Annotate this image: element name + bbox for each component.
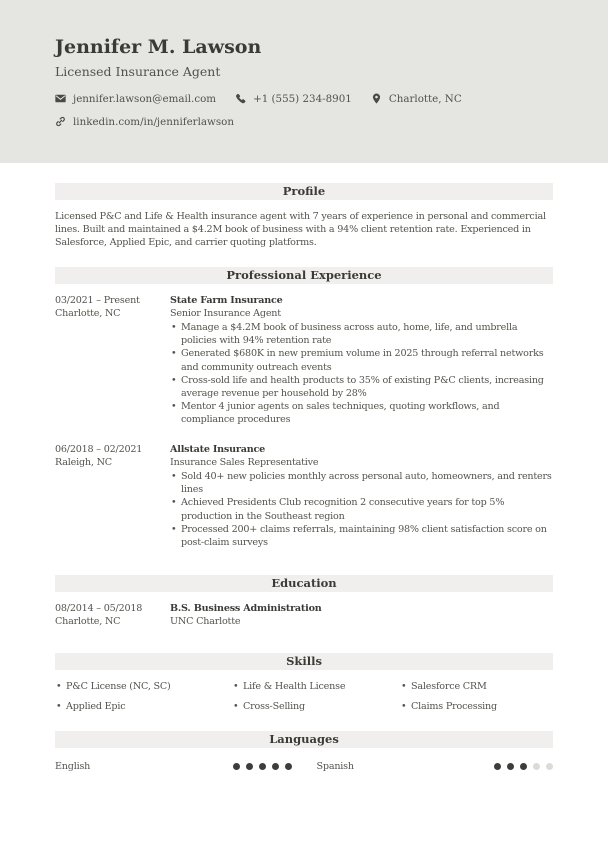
experience-bullet-list [170,321,553,427]
skill-item: • Applied Epic [55,700,232,713]
skill-item: • Claims Processing [400,700,553,713]
contact-linkedin-text: linkedin.com/in/jenniferlawson [73,115,234,128]
phone-icon [235,93,246,104]
level-dot-empty [546,763,553,770]
section-profile [55,183,553,250]
skills-section-heading: Skills [55,653,553,670]
experience-section-heading: Professional Experience [55,267,553,284]
experience-bullet: • Manage a $4.2M book of business across auto, home, life, and umbrella policies with 94% retention rate [170,321,553,347]
languages-section-heading: Languages [55,731,553,748]
skills-grid [55,680,553,713]
language-name: English [55,761,91,773]
location-icon [371,93,382,104]
experience-dates: 03/2021 – Present [55,294,140,306]
education-dates: 08/2014 – 05/2018 [55,603,143,615]
resume-body [0,183,608,773]
contact-row-1 [55,93,553,105]
skill-item: • Cross-Selling [232,700,400,713]
level-dot-filled [233,763,240,770]
section-experience [55,267,553,550]
resume-header [0,0,608,163]
languages-grid [55,760,553,773]
level-dot-filled [246,763,253,770]
language-item [317,760,554,773]
experience-meta [55,443,170,550]
language-level-dots [494,763,553,770]
section-education [55,575,553,628]
person-job-title: Licensed Insurance Agent [55,63,221,79]
education-meta [55,602,170,628]
skill-item: • Salesforce CRM [400,680,553,693]
experience-bullet-list [170,470,553,549]
level-dot-filled [272,763,279,770]
education-section-heading: Education [55,575,553,592]
experience-role: Insurance Sales Representative [170,456,319,468]
education-degree: B.S. Business Administration [170,603,322,615]
language-name: Spanish [316,761,354,773]
level-dot-filled [285,763,292,770]
experience-company: Allstate Insurance [170,443,266,455]
experience-location: Raleigh, NC [55,456,112,468]
experience-entry [55,294,553,427]
experience-bullet: • Generated $680K in new premium volume in 2025 through referral networks and community outreach events [170,347,553,373]
contact-email-text: jennifer.lawson@email.com [73,92,217,105]
experience-bullet: • Cross-sold life and health products to 35% of existing P&C clients, increasing average revenue per household by 28% [170,374,553,400]
contact-location [371,93,462,105]
education-school: UNC Charlotte [170,616,241,628]
experience-company: State Farm Insurance [170,294,283,306]
person-name: Jennifer M. Lawson [55,36,262,58]
level-dot-filled [259,763,266,770]
skill-item: • Life & Health License [232,680,400,693]
profile-summary-text: Licensed P&C and Life & Health insurance agent with 7 years of experience in personal and commercial lines. Built and maintained a $4.2M book of business with a 94% client retention rate. Experienced in Salesforce, Applied Epic, and carrier quoting platforms. [55,211,546,249]
level-dot-filled [507,763,514,770]
link-icon [55,116,66,127]
experience-bullet: • Processed 200+ claims referrals, maintaining 98% client satisfaction score on post-claim surveys [170,523,553,549]
experience-details [170,443,553,550]
level-dot-filled [520,763,527,770]
contact-phone[interactable] [235,93,352,105]
experience-role: Senior Insurance Agent [170,307,281,319]
experience-meta [55,294,170,427]
experience-location: Charlotte, NC [55,307,121,319]
experience-bullet: • Achieved Presidents Club recognition 2 consecutive years for top 5% production in the Southeast region [170,496,553,522]
education-entry [55,602,553,628]
contact-email[interactable] [55,93,216,105]
language-level-dots [233,763,292,770]
experience-dates: 06/2018 – 02/2021 [55,443,143,455]
experience-details [170,294,553,427]
skill-item: • P&C License (NC, SC) [55,680,232,693]
contact-location-text: Charlotte, NC [388,92,462,105]
email-icon [55,93,66,104]
level-dot-empty [533,763,540,770]
experience-bullet: • Mentor 4 junior agents on sales techniques, quoting workflows, and compliance procedures [170,400,553,426]
section-languages [55,731,553,773]
contact-row-2 [55,116,553,128]
education-details [170,602,553,628]
contact-linkedin[interactable] [55,116,234,128]
contact-phone-text: +1 (555) 234-8901 [253,92,352,105]
experience-bullet: • Sold 40+ new policies monthly across personal auto, homeowners, and renters lines [170,470,553,496]
profile-section-heading: Profile [55,183,553,200]
section-skills [55,653,553,713]
level-dot-filled [494,763,501,770]
education-location: Charlotte, NC [55,616,121,628]
experience-entry [55,443,553,550]
language-item [55,760,292,773]
